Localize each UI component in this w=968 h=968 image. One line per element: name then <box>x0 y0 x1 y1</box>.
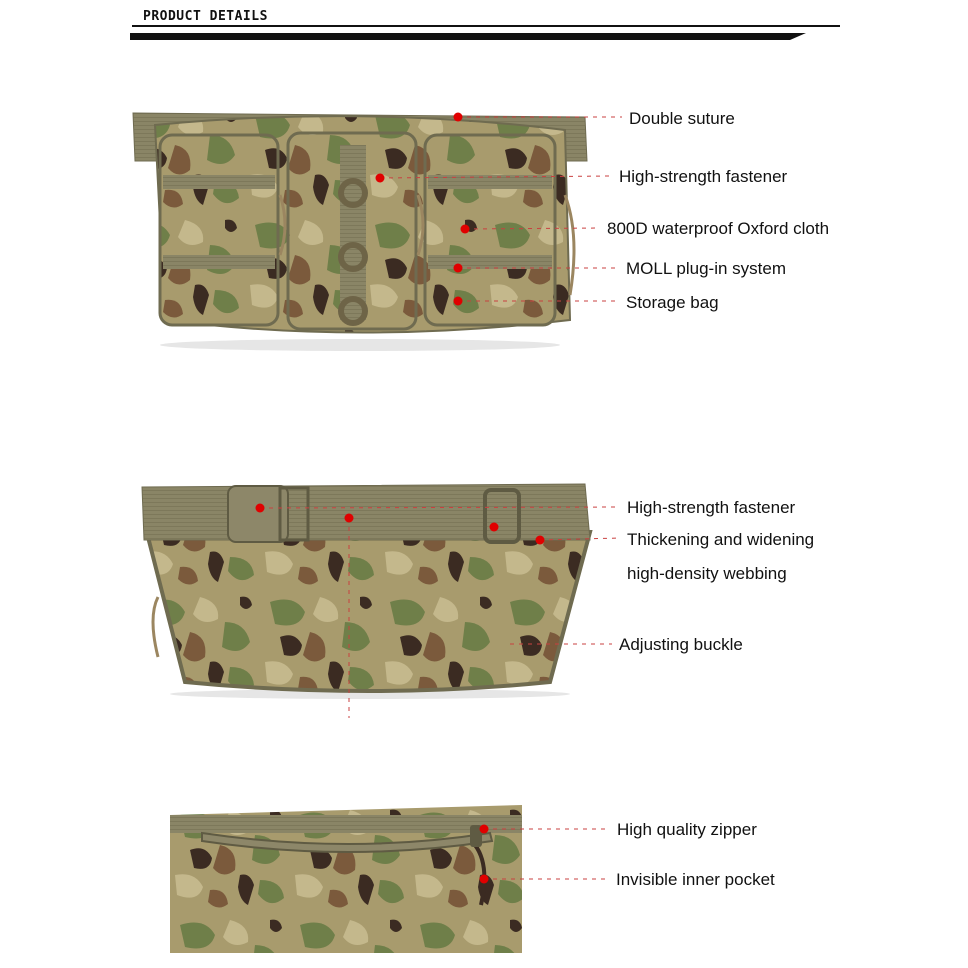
callout-label-fastener-back: High-strength fastener <box>627 498 796 517</box>
zipper-closeup-photo <box>170 805 522 953</box>
callout-label-inner-pocket: Invisible inner pocket <box>616 870 775 889</box>
header-underline <box>130 24 842 44</box>
callout-label-fastener: High-strength fastener <box>619 167 788 186</box>
page-title: PRODUCT DETAILS <box>143 9 268 24</box>
callout-label-double-suture: Double suture <box>629 109 735 128</box>
callout-label-adjusting-buckle: Adjusting buckle <box>619 635 743 654</box>
callout-label-storage-bag: Storage bag <box>626 293 719 312</box>
callout-label-moll-system: MOLL plug-in system <box>626 259 786 278</box>
callout-label-oxford-cloth: 800D waterproof Oxford cloth <box>607 219 830 238</box>
waist-bag-back-photo <box>140 482 600 702</box>
callout-label-zipper: High quality zipper <box>617 820 757 839</box>
callout-label-thickening: Thickening and widening <box>627 530 815 549</box>
waist-bag-front-photo <box>125 105 595 355</box>
callout-label-webbing: high-density webbing <box>627 564 787 583</box>
